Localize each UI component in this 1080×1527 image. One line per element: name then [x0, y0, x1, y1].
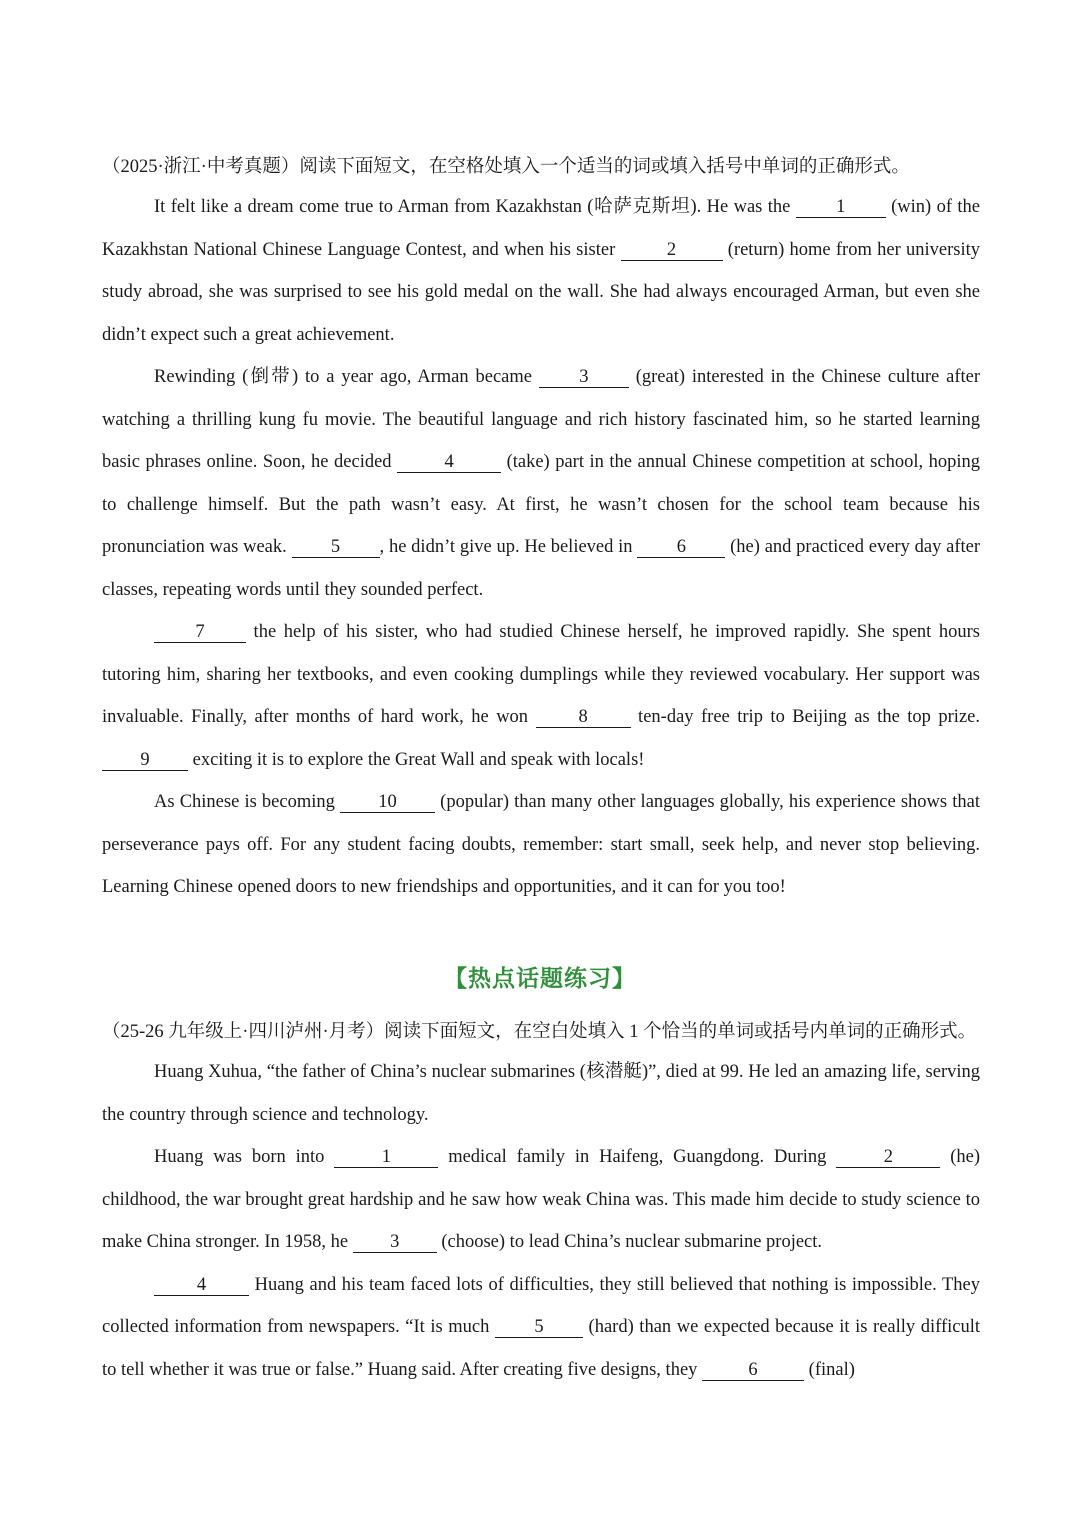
- text: (he) and practiced every day after classes, repeating words until they sounded perfect.: [102, 537, 980, 600]
- paragraph-3: [102, 611, 980, 781]
- blank-4[interactable]: 4: [154, 1275, 249, 1296]
- text: the help of his sister, who had studied Chinese herself, he improved rapidly. She spent hours tutoring him, sharing her textbooks, and even cooking dumplings while they reviewed vocabulary. Her support was invaluable. Finally, after months of hard work, he won: [102, 622, 980, 727]
- blank-5[interactable]: 5: [292, 537, 380, 558]
- blank-1[interactable]: 1: [334, 1147, 438, 1168]
- paragraph-2: [102, 1136, 980, 1264]
- text: (hard) than we expected because it is really difficult to tell whether it was true or false.” Huang said. After creating five designs, they: [102, 1317, 981, 1380]
- paragraph-4: [102, 781, 980, 909]
- blank-7[interactable]: 7: [154, 622, 246, 643]
- text: ten-day free trip to Beijing as the top prize.: [630, 707, 980, 727]
- text: Huang was born into: [154, 1147, 335, 1167]
- text: (choose) to lead China’s nuclear submarine project.: [436, 1232, 823, 1252]
- blank-9[interactable]: 9: [102, 750, 188, 771]
- passage-instructions: （25-26 九年级上·四川泸州·月考）阅读下面短文，在空白处填入 1 个恰当的单词或括号内单词的正确形式。: [102, 1022, 977, 1042]
- text: (great) interested in the Chinese culture after watching a thrilling kung fu movie. The beautiful language and rich history fascinated him, so he started learning basic phrases online. Soon, he decided: [102, 367, 980, 472]
- blank-6[interactable]: 6: [637, 537, 725, 558]
- blank-2[interactable]: 2: [621, 240, 723, 261]
- text: (popular) than many other languages globally, his experience shows that perseverance pays off. For any student facing doubts, remember: start small, seek help, and never stop believing. Learning Chinese opened doors to new friendships and opportunities, and it can for you too!: [102, 792, 980, 897]
- text: exciting it is to explore the Great Wall and speak with locals!: [188, 749, 645, 770]
- blank-10[interactable]: 10: [340, 792, 435, 813]
- passage-instructions: （2025·浙江·中考真题）阅读下面短文，在空格处填入一个适当的词或填入括号中单词的正确形式。: [102, 157, 910, 177]
- text: (return) home from her university study abroad, she was surprised to see his gold medal on the wall. She had always encouraged Arman, but even she didn’t expect such a great achievement.: [102, 239, 980, 345]
- paragraph-3: [102, 1264, 980, 1392]
- passage-2025-zhejiang: [102, 148, 980, 909]
- blank-2[interactable]: 2: [836, 1147, 940, 1168]
- blank-8[interactable]: 8: [536, 707, 631, 728]
- paragraph-2: [102, 356, 980, 611]
- blank-5[interactable]: 5: [495, 1317, 583, 1338]
- text: , he didn’t give up. He believed in: [379, 537, 638, 557]
- blank-3[interactable]: 3: [539, 367, 629, 388]
- blank-1[interactable]: 1: [796, 197, 886, 218]
- passage-luzhou: [102, 1013, 980, 1391]
- text: As Chinese is becoming: [154, 792, 341, 812]
- hot-topic-heading: 【热点话题练习】: [444, 966, 636, 992]
- text: (final): [804, 1359, 855, 1380]
- blank-6[interactable]: 6: [702, 1360, 804, 1381]
- paragraph-1: [102, 186, 980, 356]
- text: medical family in Haifeng, Guangdong. During: [438, 1147, 837, 1167]
- text: Rewinding (倒带) to a year ago, Arman became: [154, 367, 539, 387]
- text: (take) part in the annual Chinese competition at school, hoping to challenge himself. But the path wasn’t easy. At first, he wasn’t chosen for the school team because his pronunciation was weak.: [102, 452, 980, 557]
- paragraph-1: Huang Xuhua, “the father of China’s nuclear submarines (核潜艇)”, died at 99. He led an amazing life, serving the country through science and technology.: [102, 1062, 980, 1125]
- text: It felt like a dream come true to Arman from Kazakhstan (哈萨克斯坦). He was the: [154, 197, 796, 217]
- blank-3[interactable]: 3: [353, 1232, 437, 1253]
- blank-4[interactable]: 4: [397, 452, 501, 473]
- text: (he) childhood, the war brought great hardship and he saw how weak China was. This made him decide to study science to make China stronger. In 1958, he: [102, 1147, 980, 1252]
- text: Huang and his team faced lots of difficulties, they still believed that nothing is impossible. They collected information from newspapers. “It is much: [102, 1274, 980, 1337]
- text: (win) of the Kazakhstan National Chinese Language Contest, and when his sister: [102, 197, 980, 260]
